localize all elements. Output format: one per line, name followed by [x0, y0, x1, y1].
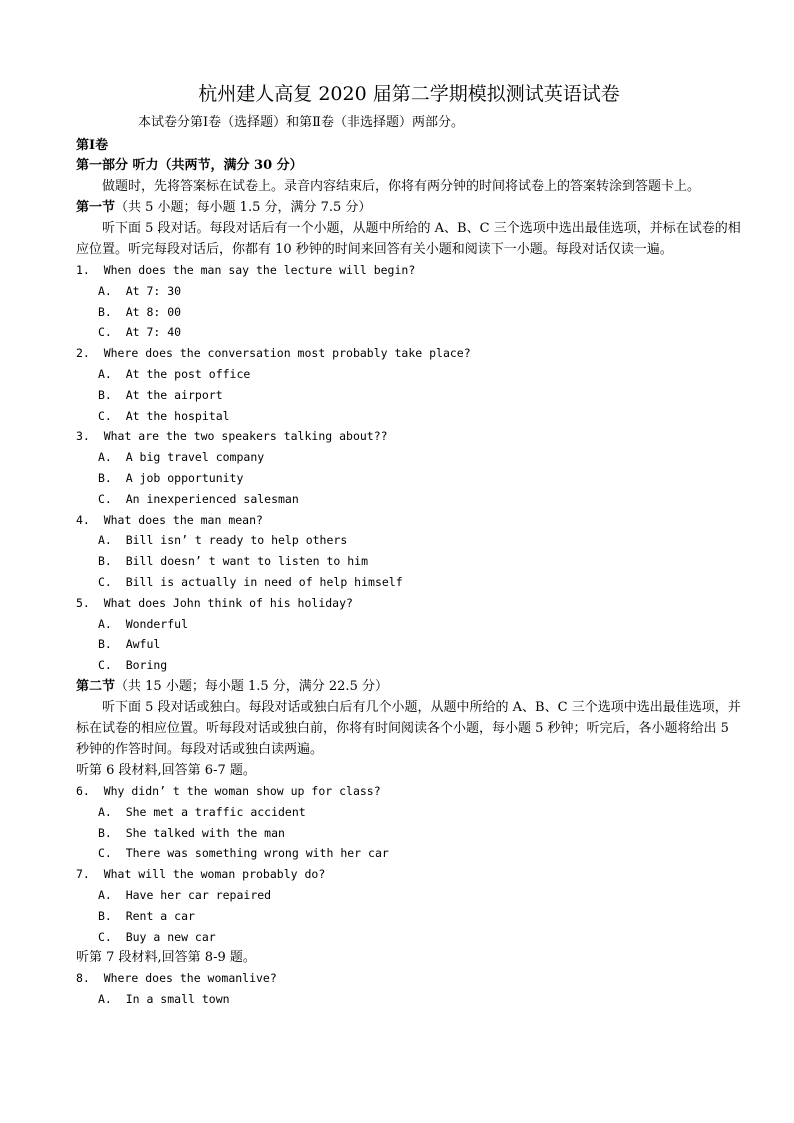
option: B. A job opportunity [98, 470, 244, 485]
option: C. At the hospital [98, 408, 230, 423]
option: A. In a small town [98, 992, 230, 1007]
question-text: 8. Where does the womanlive? [76, 971, 277, 986]
option: A. A big travel company [98, 450, 265, 465]
question-text: 7. What will the woman probably do? [76, 867, 326, 882]
option: C. There was something wrong with her car [98, 846, 389, 861]
question-item [76, 781, 742, 864]
option: A. At the post office [98, 366, 251, 381]
option: C. At 7: 40 [98, 325, 182, 340]
question-item [76, 510, 742, 593]
option: C. Boring [98, 658, 168, 673]
question-group-b [76, 781, 742, 947]
option: B. Rent a car [98, 908, 195, 923]
question-item [76, 968, 742, 1010]
option: A. Wonderful [98, 616, 189, 631]
option: C. Bill is actually in need of help himself [98, 574, 403, 589]
material-7-note: 听第 7 段材料,回答第 8-9 题。 [76, 950, 256, 966]
section2-label: 第二节 [76, 678, 116, 694]
section2-instruction: 听下面 5 段对话或独白。每段对话或独白后有几个小题，从题中所给的 A、B、C 三个选项中选出最佳选项，并标在试卷的相应位置。听每段对话或独白前，你将有时间阅读各个小题，每小题 5 秒钟；听完后，各小题将给出 5 秒钟的作答时间。每段对话或独白读两遍。 [76, 699, 741, 757]
question-text: 5. What does John think of his holiday? [76, 595, 353, 610]
question-item [76, 260, 742, 343]
option: B. At 8: 00 [98, 304, 182, 319]
part1-heading: 第一部分 听力（共两节，满分 30 分） [76, 158, 303, 173]
option: A. She met a traffic accident [98, 804, 306, 819]
option: A. Have her car repaired [98, 887, 272, 902]
question-text: 4. What does the man mean? [76, 512, 263, 527]
section1-label: 第一节 [76, 200, 116, 215]
question-text: 1. When does the man say the lecture will begin? [76, 263, 416, 277]
question-item [76, 864, 742, 947]
section2-info: （共 15 小题；每小题 1.5 分，满分 22.5 分） [115, 678, 388, 694]
option: A. Bill isn’ t ready to help others [98, 533, 348, 548]
question-item [76, 426, 742, 509]
option: C. Buy a new car [98, 929, 216, 944]
volume-heading: 第Ⅰ卷 [76, 138, 109, 153]
option: B. She talked with the man [98, 825, 285, 840]
question-text: 3. What are the two speakers talking about?? [76, 429, 388, 444]
section2-heading [76, 676, 742, 697]
section1-info: （共 5 小题；每小题 1.5 分，满分 7.5 分） [115, 200, 372, 215]
exam-title: 杭州建人高复 2020 届第二学期模拟测试英语试卷 [198, 83, 620, 105]
option: A. At 7: 30 [98, 283, 182, 298]
part1-instruction: 做题时，先将答案标在试卷上。录音内容结束后，你将有两分钟的时间将试卷上的答案转涂到答题卡上。 [102, 179, 701, 194]
question-group-a [76, 260, 742, 676]
section1-instruction: 听下面 5 段对话。每段对话后有一个小题，从题中所给的 A、B、C 三个选项中选出最佳选项，并标在试卷的相应位置。听完每段对话后，你都有 10 秒钟的时间来回答有关小题和阅读下一小题。每段对话仅读一遍。 [76, 221, 741, 257]
option: B. At the airport [98, 387, 223, 402]
question-item [76, 593, 742, 676]
option: B. Awful [98, 637, 161, 652]
material-6-note: 听第 6 段材料,回答第 6-7 题。 [76, 762, 256, 778]
question-text: 6. Why didn’ t the woman show up for class? [76, 783, 381, 798]
question-text: 2. Where does the conversation most probably take place? [76, 346, 471, 361]
section1-heading [76, 197, 742, 218]
option: C. An inexperienced salesman [98, 491, 299, 506]
question-item [76, 343, 742, 426]
exam-intro: 本试卷分第Ⅰ卷（选择题）和第Ⅱ卷（非选择题）两部分。 [138, 115, 464, 130]
option: B. Bill doesn’ t want to listen to him [98, 554, 369, 569]
